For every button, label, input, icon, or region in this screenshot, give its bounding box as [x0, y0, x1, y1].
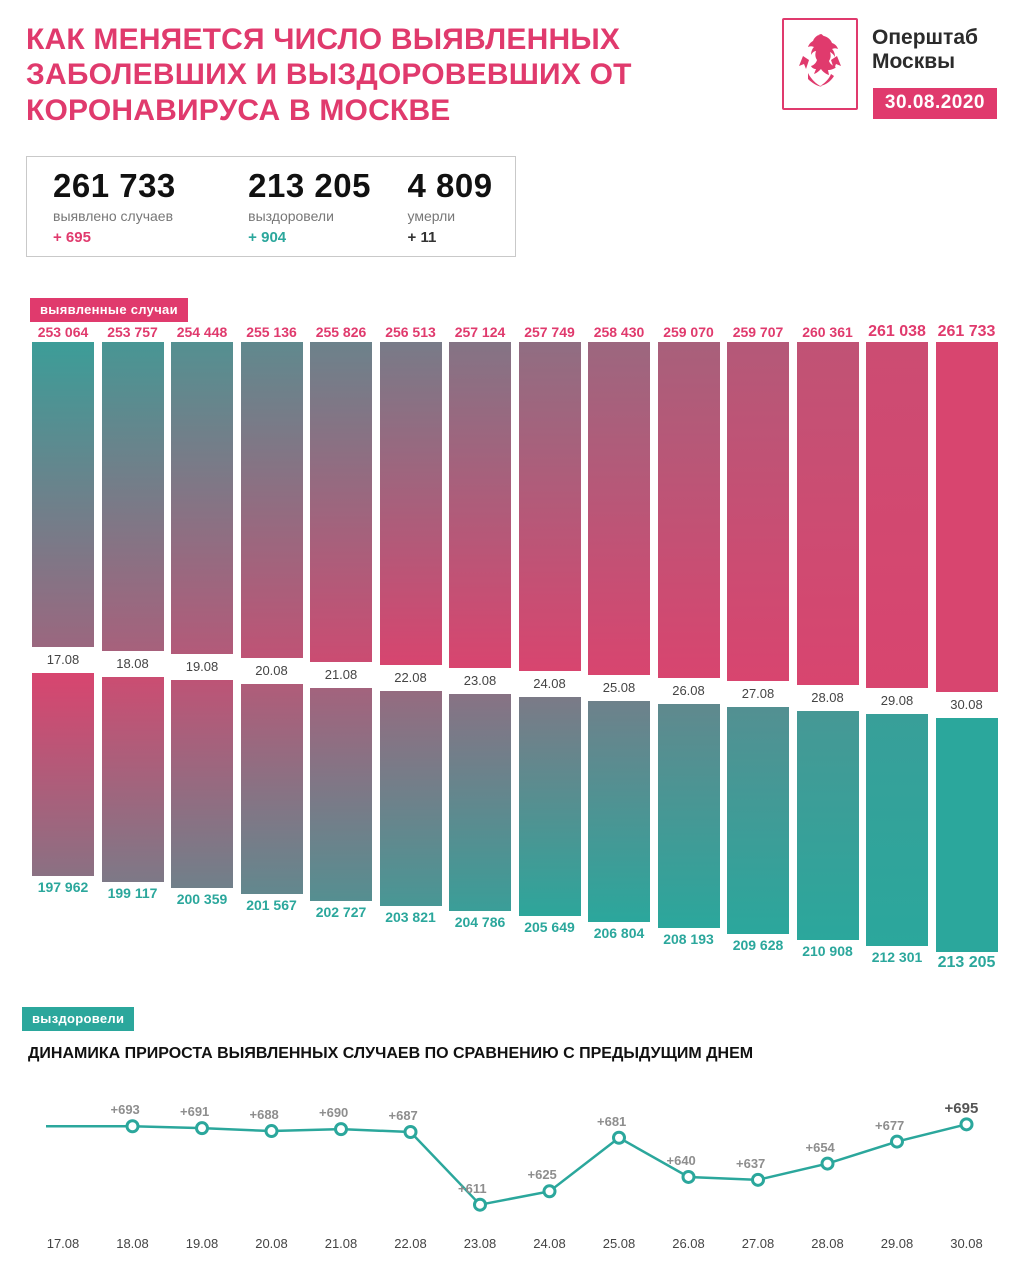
- line-point: [822, 1158, 833, 1169]
- bar-value-cases: 253 064: [37, 324, 89, 340]
- summary-label: выздоровели: [248, 207, 334, 224]
- bar-date-label: 30.08: [950, 697, 983, 712]
- bar-column: [588, 322, 650, 944]
- bar-date-label: 18.08: [116, 656, 149, 671]
- line-value-label: +611: [458, 1180, 487, 1196]
- line-point: [961, 1119, 972, 1130]
- bar-value-cases: 253 757: [107, 324, 158, 340]
- bar-cases: [797, 342, 859, 685]
- bar-value-recovered: 212 301: [871, 949, 923, 965]
- line-chart-axis: [0, 1236, 1015, 1256]
- line-value-label: +677: [875, 1117, 905, 1133]
- summary-delta: + 695: [53, 228, 91, 246]
- bar-recovered: [449, 694, 511, 911]
- line-chart-title: ДИНАМИКА ПРИРОСТА ВЫЯВЛЕННЫХ СЛУЧАЕВ ПО СРАВНЕНИЮ С ПРЕДЫДУЩИМ ДНЕМ: [28, 1045, 754, 1062]
- line-date-label: 26.08: [672, 1236, 705, 1251]
- bar-date-label: 24.08: [533, 676, 566, 691]
- bar-value-recovered: 213 205: [937, 954, 996, 971]
- bar-cases: [241, 342, 303, 658]
- bar-value-recovered: 210 908: [802, 943, 853, 959]
- page-title: КАК МЕНЯЕТСЯ ЧИСЛО ВЫЯВЛЕННЫХ ЗАБОЛЕВШИХ И ВЫЗДОРОВЕВШИХ ОТ КОРОНАВИРУСА В МОСКВЕ: [26, 23, 632, 127]
- summary-box: [26, 156, 516, 257]
- line-value-label: +637: [736, 1155, 766, 1171]
- line-date-label: 24.08: [533, 1236, 566, 1251]
- line-value-label: +690: [319, 1105, 349, 1121]
- gerb-moskvy-icon: [782, 18, 858, 110]
- bar-value-recovered: 205 649: [524, 919, 575, 935]
- bar-cases: [449, 342, 511, 668]
- line-date-label: 30.08: [950, 1236, 983, 1251]
- bar-cases: [519, 342, 581, 671]
- bar-value-cases: 255 826: [315, 324, 367, 340]
- bar-value-recovered: 202 727: [315, 904, 367, 920]
- bar-value-cases: 254 448: [176, 324, 228, 340]
- bar-column: [380, 322, 442, 928]
- line-point: [127, 1121, 138, 1132]
- line-chart-svg: [0, 1092, 1015, 1242]
- bar-cases: [936, 342, 998, 692]
- line-date-label: 29.08: [880, 1236, 914, 1251]
- bar-column: [32, 322, 94, 898]
- bar-date-label: 20.08: [255, 663, 288, 678]
- summary-delta: + 904: [248, 228, 287, 246]
- line-date-label: 25.08: [602, 1236, 636, 1251]
- bar-column: [310, 322, 372, 923]
- line-value-label: +691: [180, 1104, 210, 1120]
- bar-recovered: [797, 711, 859, 940]
- legend-tag-recovered: выздоровели: [22, 1007, 134, 1031]
- bar-recovered: [936, 718, 998, 952]
- bar-cases: [171, 342, 233, 654]
- line-date-label: 22.08: [394, 1236, 427, 1251]
- line-point: [266, 1126, 277, 1137]
- line-point: [544, 1186, 555, 1197]
- line-point: [614, 1132, 625, 1143]
- page-header: [0, 0, 1015, 150]
- bar-value-cases: 256 513: [385, 324, 436, 340]
- brand-name: Оперштаб Москвы: [872, 26, 978, 74]
- bar-cases: [866, 342, 928, 688]
- line-value-label: +640: [666, 1152, 696, 1168]
- bar-column: [727, 322, 789, 956]
- bar-value-cases: 260 361: [802, 324, 853, 340]
- line-date-label: 23.08: [463, 1236, 497, 1251]
- line-point: [753, 1174, 764, 1185]
- bar-column: [102, 322, 164, 904]
- bar-value-recovered: 200 359: [176, 891, 228, 907]
- bar-value-recovered: 209 628: [732, 937, 784, 953]
- line-value-label: +688: [249, 1107, 279, 1123]
- bar-value-cases: 258 430: [593, 324, 645, 340]
- line-point: [405, 1127, 416, 1138]
- bar-value-recovered: 206 804: [593, 925, 645, 941]
- bar-column: [658, 322, 720, 950]
- bar-date-label: 25.08: [602, 680, 636, 695]
- bar-column: [449, 322, 511, 933]
- line-point: [892, 1136, 903, 1147]
- bar-column: [519, 322, 581, 938]
- bar-column: [866, 322, 928, 968]
- line-date-label: 20.08: [255, 1236, 288, 1251]
- line-point: [336, 1124, 347, 1135]
- bar-value-cases: 261 038: [868, 323, 926, 340]
- bar-recovered: [588, 701, 650, 922]
- bar-recovered: [102, 677, 164, 882]
- bar-chart: [0, 322, 1015, 1022]
- bar-value-cases: 257 124: [454, 324, 506, 340]
- bar-date-label: 26.08: [672, 683, 705, 698]
- bar-cases: [658, 342, 720, 678]
- bar-cases: [102, 342, 164, 651]
- bar-value-cases: 255 136: [246, 324, 297, 340]
- line-date-label: 18.08: [116, 1236, 149, 1251]
- bar-column: [797, 322, 859, 962]
- bar-recovered: [866, 714, 928, 946]
- line-value-label: +681: [597, 1113, 627, 1129]
- bar-column: [171, 322, 233, 910]
- bar-value-recovered: 204 786: [454, 914, 506, 930]
- bar-date-label: 29.08: [880, 693, 914, 708]
- bar-value-cases: 261 733: [937, 323, 996, 340]
- bar-cases: [32, 342, 94, 647]
- bar-date-label: 19.08: [185, 659, 219, 674]
- summary-cell-recovered: [222, 169, 381, 246]
- bar-value-cases: 257 749: [524, 324, 575, 340]
- line-value-label: +687: [388, 1108, 418, 1123]
- bar-value-cases: 259 707: [732, 324, 784, 340]
- bar-value-recovered: 199 117: [107, 885, 158, 901]
- bar-date-label: 23.08: [463, 673, 497, 688]
- summary-label: выявлено случаев: [53, 207, 174, 224]
- line-value-label: +695: [944, 1100, 979, 1118]
- legend-tag-cases: выявленные случаи: [30, 298, 188, 322]
- summary-cell-cases: [27, 169, 222, 246]
- bar-recovered: [380, 691, 442, 906]
- bar-value-cases: 259 070: [663, 324, 714, 340]
- bar-recovered: [519, 697, 581, 916]
- bar-value-recovered: 197 962: [37, 879, 89, 895]
- bar-recovered: [241, 684, 303, 894]
- summary-label: умерли: [407, 207, 456, 224]
- brand-block: [782, 18, 997, 119]
- line-point: [475, 1199, 486, 1210]
- brand-right: [872, 18, 997, 119]
- bar-recovered: [171, 680, 233, 888]
- bar-value-recovered: 203 821: [385, 909, 436, 925]
- bar-cases: [380, 342, 442, 665]
- summary-value: 4 809: [407, 167, 493, 204]
- bar-recovered: [310, 688, 372, 901]
- bar-cases: [727, 342, 789, 681]
- line-point: [683, 1171, 694, 1182]
- bar-cases: [310, 342, 372, 662]
- line-date-label: 17.08: [46, 1236, 80, 1251]
- summary-cell-deaths: [382, 169, 515, 246]
- line-chart-section: [0, 1040, 1015, 1280]
- bar-cases: [588, 342, 650, 675]
- line-date-label: 27.08: [741, 1236, 775, 1251]
- bar-recovered: [32, 673, 94, 876]
- line-value-label: +654: [805, 1139, 835, 1155]
- line-point: [197, 1123, 208, 1134]
- summary-value: 213 205: [248, 167, 371, 204]
- line-date-label: 19.08: [185, 1236, 219, 1251]
- bar-column: [241, 322, 303, 916]
- bar-date-label: 22.08: [394, 670, 427, 685]
- summary-value: 261 733: [53, 167, 176, 204]
- bar-date-label: 21.08: [324, 667, 358, 682]
- bar-recovered: [658, 704, 720, 928]
- bar-value-recovered: 208 193: [663, 931, 714, 947]
- bar-value-recovered: 201 567: [246, 897, 297, 913]
- line-value-label: +625: [527, 1167, 557, 1183]
- line-date-label: 28.08: [811, 1236, 844, 1251]
- bar-date-label: 28.08: [811, 690, 844, 705]
- summary-delta: + 11: [407, 228, 437, 246]
- bar-column: [936, 322, 998, 974]
- bar-date-label: 17.08: [46, 652, 80, 667]
- bar-date-label: 27.08: [741, 686, 775, 701]
- bar-recovered: [727, 707, 789, 934]
- date-badge: 30.08.2020: [873, 88, 997, 119]
- line-date-label: 21.08: [324, 1236, 358, 1251]
- line-value-label: +693: [110, 1102, 140, 1118]
